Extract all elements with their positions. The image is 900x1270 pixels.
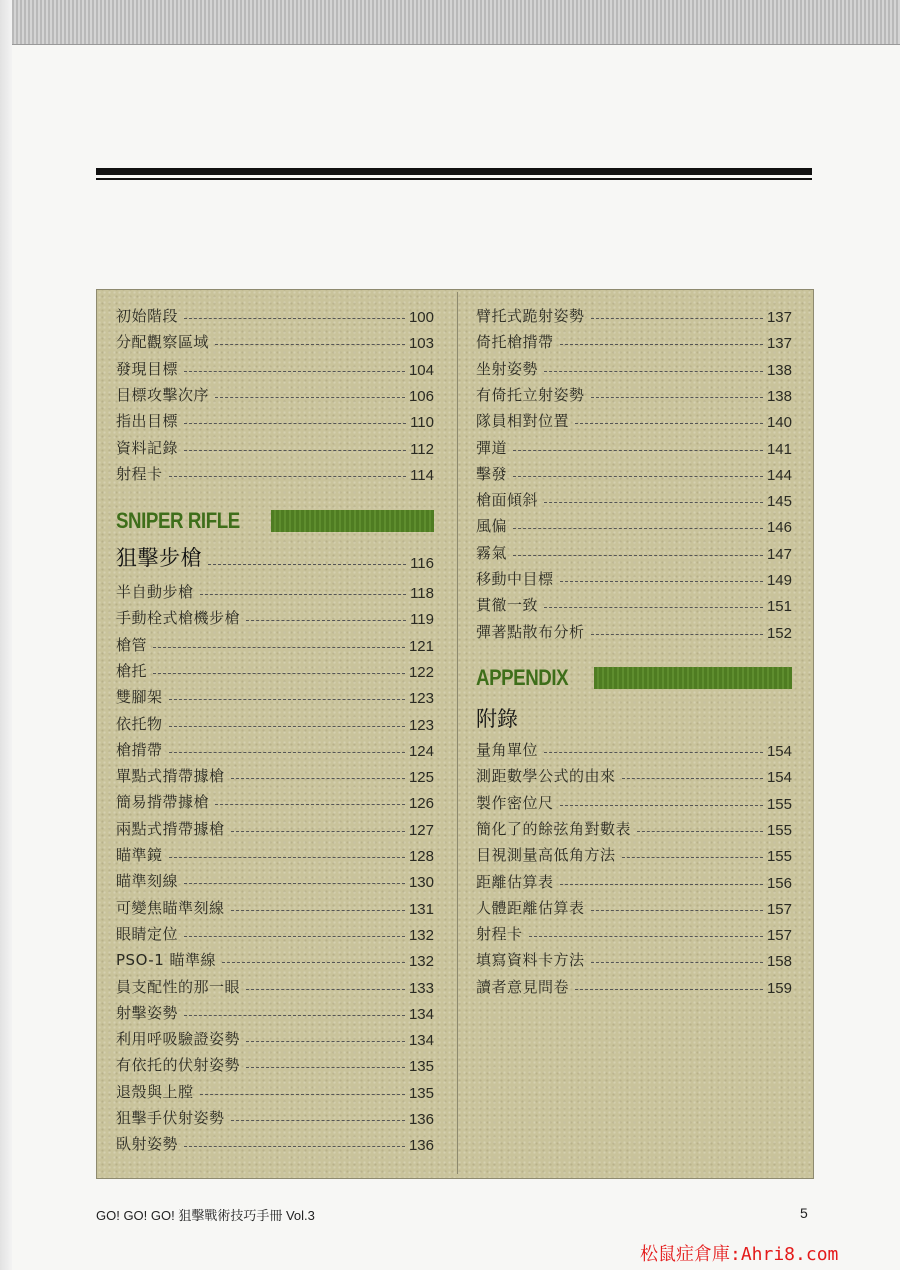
leader-dots [246, 620, 406, 621]
leader-dots [222, 962, 405, 963]
leader-dots [544, 752, 763, 753]
leader-dots [560, 805, 763, 806]
toc-entry[interactable] [476, 355, 792, 379]
entry-title: 臥射姿勢 [116, 1135, 179, 1154]
page-number: 136 [408, 1111, 434, 1128]
entry-title: 資料記錄 [116, 438, 179, 457]
leader-dots [513, 476, 763, 477]
section-header-appendix [476, 665, 792, 691]
leader-dots [184, 318, 405, 319]
toc-entry[interactable] [116, 302, 434, 326]
entry-title: 彈道 [476, 438, 508, 457]
leader-dots [544, 371, 763, 372]
leader-dots [215, 344, 405, 345]
entry-title: 退殼與上膛 [116, 1082, 194, 1101]
leader-dots [575, 989, 763, 990]
entry-title: 有依托的伏射姿勢 [116, 1056, 241, 1075]
page-number: 157 [766, 900, 792, 918]
leader-dots [591, 910, 763, 911]
leader-dots [513, 528, 763, 529]
leader-dots [169, 699, 405, 700]
leader-dots [184, 450, 406, 451]
entry-title: 槍面傾斜 [476, 491, 539, 510]
leader-dots [208, 564, 406, 565]
entry-title: 分配觀察區域 [116, 333, 210, 352]
toc-entry[interactable] [476, 591, 792, 615]
entry-title: 移動中目標 [476, 570, 554, 588]
entry-title: 有倚托立射姿勢 [476, 385, 585, 404]
page-number: 151 [766, 598, 792, 616]
entry-title: 兩點式揹帶據槍 [116, 819, 225, 838]
toc-entry[interactable] [116, 381, 434, 405]
entry-title: 目標攻擊次序 [116, 385, 210, 404]
entry-title: PSO-1 瞄準線 [116, 951, 217, 970]
leader-dots [246, 1041, 405, 1042]
leader-dots [169, 726, 405, 727]
page-number: 136 [408, 1137, 434, 1155]
page-number: 134 [408, 1005, 434, 1023]
page-number: 131 [408, 900, 434, 918]
page-number: 158 [766, 953, 792, 971]
section-accent-bar [594, 667, 792, 689]
entry-title: 坐射姿勢 [476, 359, 539, 378]
entry-title: 射程卡 [116, 464, 163, 483]
leader-dots [231, 831, 405, 832]
watermark-text: 松鼠症倉庫:Ahri8.com [640, 1244, 839, 1265]
toc-entry[interactable] [116, 355, 434, 379]
page-number: 141 [766, 440, 792, 458]
page-number: 118 [410, 585, 434, 602]
toc-entry[interactable] [116, 657, 434, 681]
entry-title: 填寫資料卡方法 [476, 951, 585, 970]
leader-dots [560, 581, 763, 582]
page-number: 132 [408, 953, 434, 971]
leader-dots [560, 884, 763, 885]
entry-title: 員支配性的那一眼 [116, 977, 241, 996]
page-number: 137 [766, 335, 792, 353]
page-number: 133 [408, 979, 434, 997]
entry-title: 眼睛定位 [116, 924, 179, 943]
leader-dots [231, 778, 405, 779]
toc-entry[interactable] [476, 762, 792, 786]
leader-dots [169, 752, 405, 753]
entry-title: 槍揹帶 [116, 740, 163, 759]
entry-title: 霧氣 [476, 543, 508, 562]
leader-dots [215, 397, 405, 398]
toc-entry[interactable] [476, 539, 792, 563]
page-number: 147 [766, 545, 792, 563]
page-number: 138 [766, 387, 792, 405]
entry-title: 半自動步槍 [116, 583, 194, 601]
page-number: 126 [408, 795, 434, 813]
column-divider [457, 292, 458, 1174]
section-header-sniper-rifle [116, 508, 434, 534]
entry-title: 製作密位尺 [476, 793, 554, 812]
page-number: 114 [410, 466, 434, 484]
entry-title: 瞄準刻線 [116, 872, 179, 891]
leader-dots [184, 371, 405, 372]
entry-title: 初始階段 [116, 307, 179, 325]
section-accent-bar [271, 510, 434, 532]
toc-entry[interactable] [116, 1051, 434, 1075]
entry-title: 瞄準鏡 [116, 846, 163, 864]
toc-entry[interactable] [116, 788, 434, 812]
page-number: 116 [410, 555, 434, 572]
leader-dots [184, 883, 405, 884]
leader-dots [544, 607, 763, 608]
toc-entry[interactable] [116, 946, 434, 970]
entry-title: 槍托 [116, 661, 148, 680]
entry-title: 狙擊手伏射姿勢 [116, 1109, 225, 1127]
toc-right-column [476, 0, 792, 1270]
leader-dots [622, 857, 763, 858]
toc-entry[interactable] [116, 407, 434, 431]
entry-title: 擊發 [476, 464, 508, 483]
page-number: 100 [408, 309, 434, 326]
entry-title: 隊員相對位置 [476, 412, 570, 431]
leader-dots [200, 594, 407, 595]
footer-page-number: 5 [800, 1205, 808, 1221]
toc-entry[interactable] [476, 512, 792, 536]
page-number: 157 [766, 927, 792, 945]
toc-entry[interactable] [476, 894, 792, 918]
page-number: 149 [766, 572, 792, 589]
toc-entry[interactable] [476, 407, 792, 431]
page-number: 106 [408, 387, 434, 405]
section-title-chinese: 狙擊步槍 [116, 546, 202, 570]
toc-entry[interactable] [476, 946, 792, 970]
entry-title: 簡易揹帶據槍 [116, 793, 210, 812]
toc-entry[interactable] [116, 460, 434, 484]
toc-left-column [116, 0, 434, 1270]
toc-entry[interactable] [116, 1025, 434, 1049]
toc-entry[interactable] [476, 815, 792, 839]
leader-dots [637, 831, 763, 832]
page-number: 156 [766, 874, 792, 892]
entry-title: 單點式揹帶據槍 [116, 767, 225, 786]
toc-entry[interactable] [476, 736, 792, 760]
page-number: 112 [410, 440, 434, 458]
leader-dots [231, 910, 405, 911]
toc-entry[interactable] [476, 973, 792, 997]
page-number: 152 [766, 624, 792, 642]
toc-entry[interactable] [476, 618, 792, 642]
leader-dots [591, 397, 763, 398]
entry-title: 指出目標 [116, 412, 179, 431]
entry-title: 量角單位 [476, 741, 539, 759]
toc-entry[interactable] [476, 565, 792, 589]
toc-entry[interactable] [476, 434, 792, 458]
page-number: 128 [408, 848, 434, 865]
entry-title: 依托物 [116, 714, 163, 733]
toc-entry[interactable] [116, 736, 434, 760]
leader-dots [529, 936, 763, 937]
toc-entry[interactable] [476, 486, 792, 510]
section-title-english: APPENDIX [476, 665, 569, 690]
page-number: 154 [766, 769, 792, 787]
leader-dots [184, 1146, 405, 1147]
leader-dots [513, 450, 763, 451]
page-number: 123 [408, 690, 434, 708]
leader-dots [622, 778, 763, 779]
leader-dots [591, 634, 763, 635]
page-number: 103 [408, 335, 434, 353]
toc-entry[interactable] [116, 710, 434, 734]
page-spine-shadow [0, 0, 12, 1270]
leader-dots [513, 555, 763, 556]
entry-title: 目視測量高低角方法 [476, 846, 616, 865]
toc-entry[interactable] [116, 631, 434, 655]
page-number: 138 [766, 361, 792, 379]
page-number: 146 [766, 519, 792, 537]
entry-title: 風偏 [476, 517, 508, 536]
entry-title: 人體距離估算表 [476, 898, 585, 917]
toc-entry[interactable] [476, 460, 792, 484]
toc-entry[interactable] [116, 999, 434, 1023]
toc-entry[interactable] [116, 762, 434, 786]
page-number: 145 [766, 493, 792, 511]
leader-dots [215, 804, 405, 805]
leader-dots [246, 1067, 405, 1068]
leader-dots [231, 1120, 405, 1121]
entry-title: 射擊姿勢 [116, 1003, 179, 1022]
toc-entry[interactable] [476, 328, 792, 352]
page-number: 125 [408, 769, 434, 787]
entry-title: 槍管 [116, 635, 148, 654]
footer-book-title: GO! GO! GO! 狙擊戰術技巧手冊 Vol.3 [96, 1208, 315, 1223]
page-number: 123 [408, 716, 434, 734]
leader-dots [200, 1094, 405, 1095]
leader-dots [560, 344, 763, 345]
toc-entry[interactable] [476, 868, 792, 892]
page-number: 110 [410, 414, 434, 432]
page-number: 127 [408, 821, 434, 839]
page-number: 155 [766, 848, 792, 866]
entry-title: 簡化了的餘弦角對數表 [476, 819, 632, 838]
toc-entry[interactable] [116, 1104, 434, 1128]
toc-entry[interactable] [476, 381, 792, 405]
page-number: 130 [408, 874, 434, 892]
leader-dots [184, 936, 405, 937]
leader-dots [184, 423, 406, 424]
toc-entry[interactable] [116, 434, 434, 458]
entry-title: 利用呼吸驗證姿勢 [116, 1030, 241, 1049]
toc-entry[interactable] [116, 867, 434, 891]
entry-title: 彈著點散布分析 [476, 622, 585, 641]
leader-dots [246, 989, 405, 990]
entry-title: 手動栓式槍機步槍 [116, 609, 241, 628]
entry-title: 可變焦瞄準刻線 [116, 898, 225, 917]
toc-entry[interactable] [476, 920, 792, 944]
toc-entry[interactable] [116, 815, 434, 839]
leader-dots [153, 673, 405, 674]
page-number: 104 [408, 361, 434, 379]
entry-title: 射程卡 [476, 925, 523, 944]
entry-title: 讀者意見問卷 [476, 977, 570, 996]
toc-entry[interactable] [116, 1078, 434, 1102]
page-number: 154 [766, 743, 792, 760]
toc-entry[interactable] [116, 578, 434, 602]
page-number: 155 [766, 821, 792, 839]
toc-entry[interactable] [116, 1130, 434, 1154]
page-number: 144 [766, 466, 792, 484]
toc-entry[interactable] [476, 841, 792, 865]
page-number: 121 [408, 637, 434, 655]
toc-entry[interactable] [116, 604, 434, 628]
leader-dots [184, 1015, 405, 1016]
entry-title: 距離估算表 [476, 872, 554, 891]
leader-dots [575, 423, 763, 424]
page-number: 135 [408, 1058, 434, 1076]
entry-title: 臂托式跪射姿勢 [476, 307, 585, 325]
toc-entry[interactable] [476, 302, 792, 326]
section-title-chinese: 附錄 [476, 707, 518, 731]
section-row-sniper-rifle [116, 544, 434, 572]
toc-entry[interactable] [116, 973, 434, 997]
page-number: 135 [408, 1084, 434, 1102]
toc-entry[interactable] [116, 920, 434, 944]
page-number: 140 [766, 414, 792, 432]
page-number: 159 [766, 979, 792, 997]
page-number: 137 [766, 309, 792, 326]
leader-dots [544, 502, 763, 503]
toc-entry[interactable] [116, 328, 434, 352]
toc-entry[interactable] [116, 841, 434, 865]
page-number: 124 [408, 742, 434, 760]
leader-dots [153, 647, 405, 648]
page-number: 122 [408, 663, 434, 681]
toc-entry[interactable] [476, 789, 792, 813]
page-number: 119 [410, 611, 434, 629]
leader-dots [169, 476, 407, 477]
section-title-english: SNIPER RIFLE [116, 508, 240, 533]
entry-title: 貫徹一致 [476, 596, 539, 615]
toc-entry[interactable] [116, 683, 434, 707]
leader-dots [169, 857, 405, 858]
leader-dots [591, 962, 763, 963]
entry-title: 雙腳架 [116, 688, 163, 707]
entry-title: 倚托槍揹帶 [476, 333, 554, 352]
page-number: 132 [408, 926, 434, 944]
page-number: 155 [766, 795, 792, 813]
entry-title: 測距數學公式的由來 [476, 767, 616, 786]
leader-dots [591, 318, 763, 319]
page-number: 134 [408, 1032, 434, 1050]
toc-entry[interactable] [116, 894, 434, 918]
entry-title: 發現目標 [116, 359, 179, 378]
